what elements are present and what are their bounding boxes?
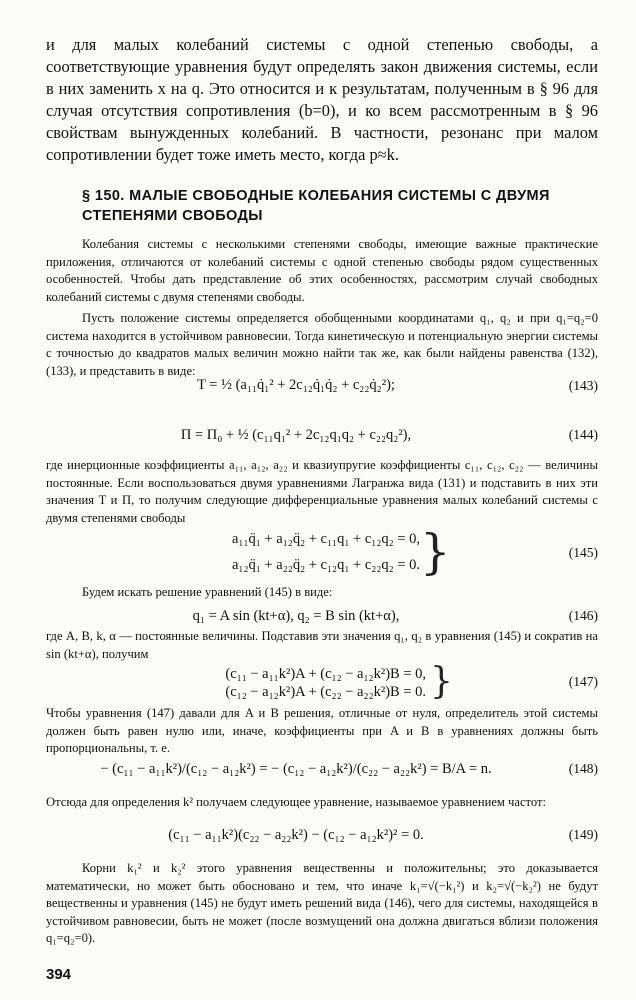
equation-number-144: (144) — [568, 427, 598, 442]
formula-solution: q₁ = A sin (kt+α), q₂ = B sin (kt+α), — [192, 608, 400, 624]
paragraph-frequency-equation: Отсюда для определения k² получаем следующее уравнение, называемое уравнением частот: — [46, 795, 547, 809]
formula-lagrange-2: a₁₂q̈₁ + a₂₂q̈₂ + c₁₂q₁ + c₂₂q₂ = 0. — [232, 557, 420, 573]
page-number: 394 — [46, 966, 72, 983]
paragraph-coefficients: где инерционные коэффициенты a₁₁, a₁₂, a₂₂ и квазиупругие коэффициенты c₁₁, c₁₂, c₂₂ — величины постоянные. Если воспользоваться двумя уравнениями Лагранжа вида (131) и подставить в них эти значения T и П, то получим следующие дифференциальные уравнения малых колебаний системы с двумя степенями свободы — [46, 458, 598, 525]
formula-proportionality: − (c₁₁ − a₁₁k²)/(c₁₂ − a₁₂k²) = − (c₁₂ − a₁₂k²)/(c₂₂ − a₂₂k²) = B/A = n. — [100, 761, 492, 777]
formula-kinetic-energy: T = ½ (a₁₁q̇₁² + 2c₁₂q̇₁q̇₂ + c₂₂q̇₂²); — [197, 377, 395, 393]
paragraph-substitution: где A, B, k, α — постоянные величины. Подставив эти значения q₁, q₂ в уравнения (145) и сократив на sin (kt+α), получим — [46, 629, 598, 661]
system-brace-147: } — [430, 661, 453, 702]
equation-number-149: (149) — [568, 827, 598, 842]
equation-number-148: (148) — [568, 761, 598, 776]
equation-number-143: (143) — [568, 378, 598, 393]
paragraph-determinant: Чтобы уравнения (147) давали для A и B решения, отличные от нуля, определитель этой системы должен быть равен нулю или, иначе, коэффициенты при A и B в уравнениях должны быть пропорциональны, т. е. — [46, 706, 598, 756]
formula-potential-energy: П = П₀ + ½ (c₁₁q₁² + 2c₁₂q₁q₂ + c₂₂q₂²), — [180, 427, 412, 443]
formula-amplitude-1: (c₁₁ − a₁₁k²)A + (c₁₂ − a₁₂k²)B = 0, — [225, 666, 426, 682]
paragraph-continuation: и для малых колебаний системы с одной степенью свободы, а соответствующие уравнения будут определять закон движения системы, если в них заменить x на q. Это относится и к результатам, полученным в § 96 для случая отсутствия сопротивления (b=0), и ко всем рассмотренным в § 96 свойствам вынужденных колебаний. В частности, резонанс при малом сопротивлении будет тоже иметь место, когда p≈k. — [46, 35, 598, 164]
formula-lagrange-1: a₁₁q̈₁ + a₁₂q̈₂ + c₁₁q₁ + c₁₂q₂ = 0, — [232, 531, 420, 547]
formula-amplitude-2: (c₁₂ − a₁₂k²)A + (c₂₂ − a₂₂k²)B = 0. — [225, 684, 426, 700]
paragraph-intro: Колебания системы с несколькими степенями свободы, имеющие важные практические приложения, отличаются от колебаний системы с одной степенью свободы рядом существенных особенностей. Чтобы дать представление об этих особенностях, рассмотрим случай свободных колебаний системы с двумя степенями свободы. — [46, 237, 598, 304]
equation-number-146: (146) — [568, 608, 598, 623]
paragraph-coordinates: Пусть положение системы определяется обобщенными координатами q₁, q₂ и при q₁=q₂=0 система находится в устойчивом равновесии. Тогда кинетическую и потенциальную энергии системы с точностью до квадратов малых величин можно найти так же, как были найдены равенства (132), (133), и представить в виде: — [46, 311, 598, 378]
equation-number-147: (147) — [568, 674, 598, 689]
formula-frequency: (c₁₁ − a₁₁k²)(c₂₂ − a₂₂k²) − (c₁₂ − a₁₂k²)² = 0. — [168, 827, 424, 843]
section-heading: § 150. МАЛЫЕ СВОБОДНЫЕ КОЛЕБАНИЯ СИСТЕМЫ С ДВУМЯ СТЕПЕНЯМИ СВОБОДЫ — [82, 188, 550, 224]
paragraph-solution-form: Будем искать решение уравнений (145) в виде: — [82, 585, 333, 599]
paragraph-roots: Корни k₁² и k₂² этого уравнения вещественны и положительны; это доказывается математически, но может быть обосновано и тем, что иначе k₁=√(−k₁²) и k₂=√(−k₂²) не будут вещественны и уравнения (145) не будут иметь решений вида (146), чего для системы, находящейся в устойчивом равновесии, быть не может (после возмущений она должна двигаться вблизи положения q₁=q₂=0). — [46, 861, 598, 946]
system-brace: } — [420, 524, 451, 580]
equation-number-145: (145) — [568, 545, 598, 560]
